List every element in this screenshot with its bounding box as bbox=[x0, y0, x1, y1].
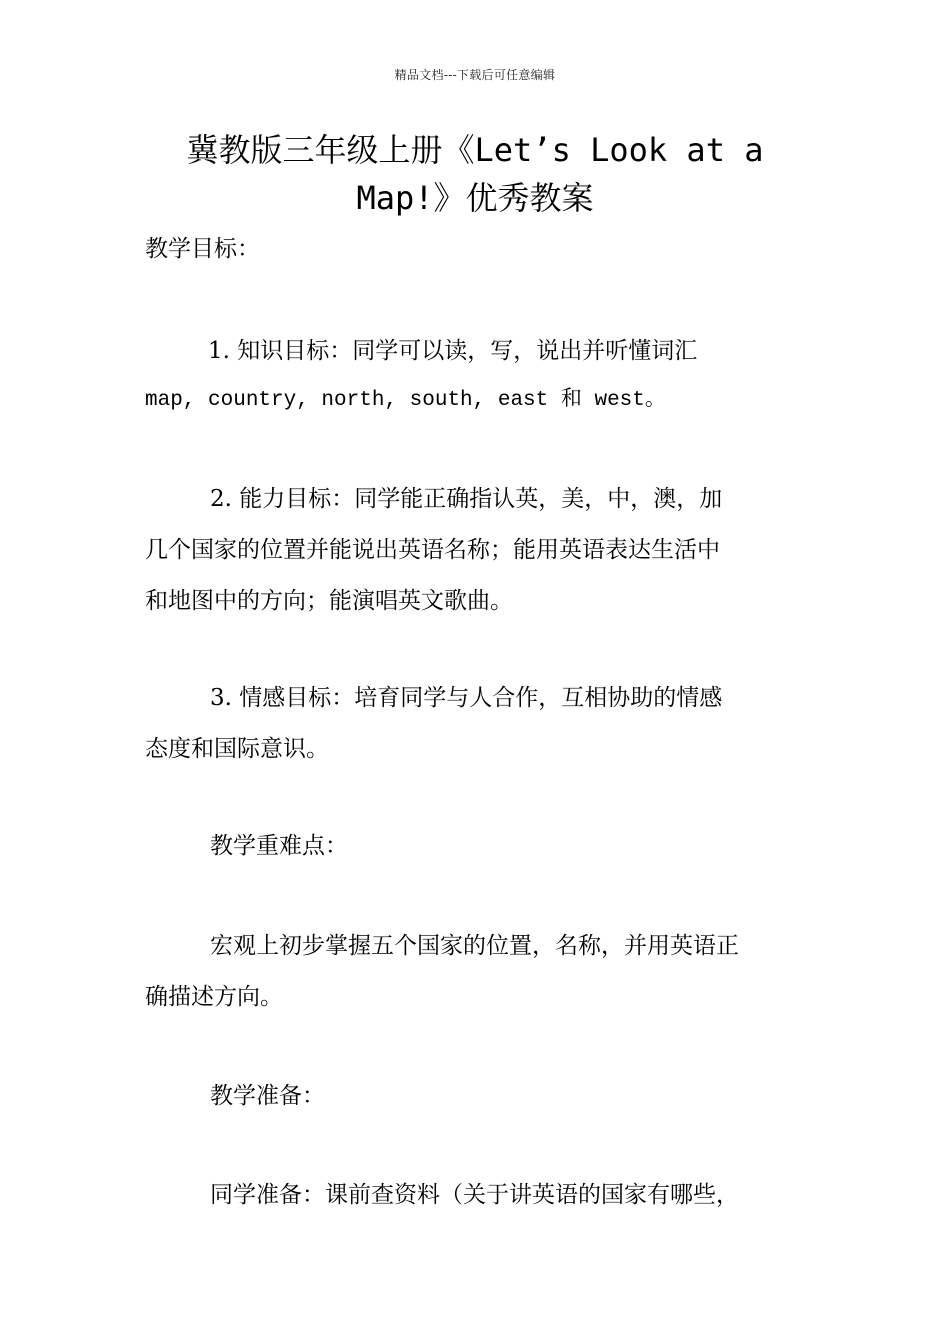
title-line-1: 冀教版三年级上册《Let’s Look at a bbox=[186, 131, 764, 169]
objective-2-line-2: 几个国家的位置并能说出英语名称；能用英语表达生活中 bbox=[145, 537, 720, 563]
section-heading-keypoints: 教学重难点： bbox=[210, 833, 348, 859]
keypoints-line-1: 宏观上初步掌握五个国家的位置，名称，并用英语正 bbox=[210, 933, 739, 959]
page-header: 精品文档---下载后可任意编辑 bbox=[394, 68, 556, 82]
objective-3-line-2: 态度和国际意识。 bbox=[145, 736, 329, 762]
objective-1-line-1: 1. 知识目标：同学可以读，写，说出并听懂词汇 bbox=[208, 338, 698, 364]
document-title bbox=[120, 126, 830, 222]
section-heading-preparation: 教学准备： bbox=[210, 1083, 325, 1109]
keypoints-line-2: 确描述方向。 bbox=[145, 984, 283, 1010]
objective-3-line-1: 3. 情感目标：培育同学与人合作，互相协助的情感 bbox=[210, 685, 723, 711]
objective-2-line-1: 2. 能力目标：同学能正确指认英，美，中，澳，加 bbox=[210, 486, 723, 512]
title-line-2: Map!》优秀教案 bbox=[356, 179, 594, 217]
objective-1-line-2: map, country, north, south, east 和 west。 bbox=[145, 389, 666, 412]
preparation-line-1: 同学准备：课前查资料（关于讲英语的国家有哪些， bbox=[210, 1182, 739, 1208]
section-heading-objectives: 教学目标： bbox=[145, 236, 260, 262]
objective-2-line-3: 和地图中的方向；能演唱英文歌曲。 bbox=[145, 588, 513, 614]
